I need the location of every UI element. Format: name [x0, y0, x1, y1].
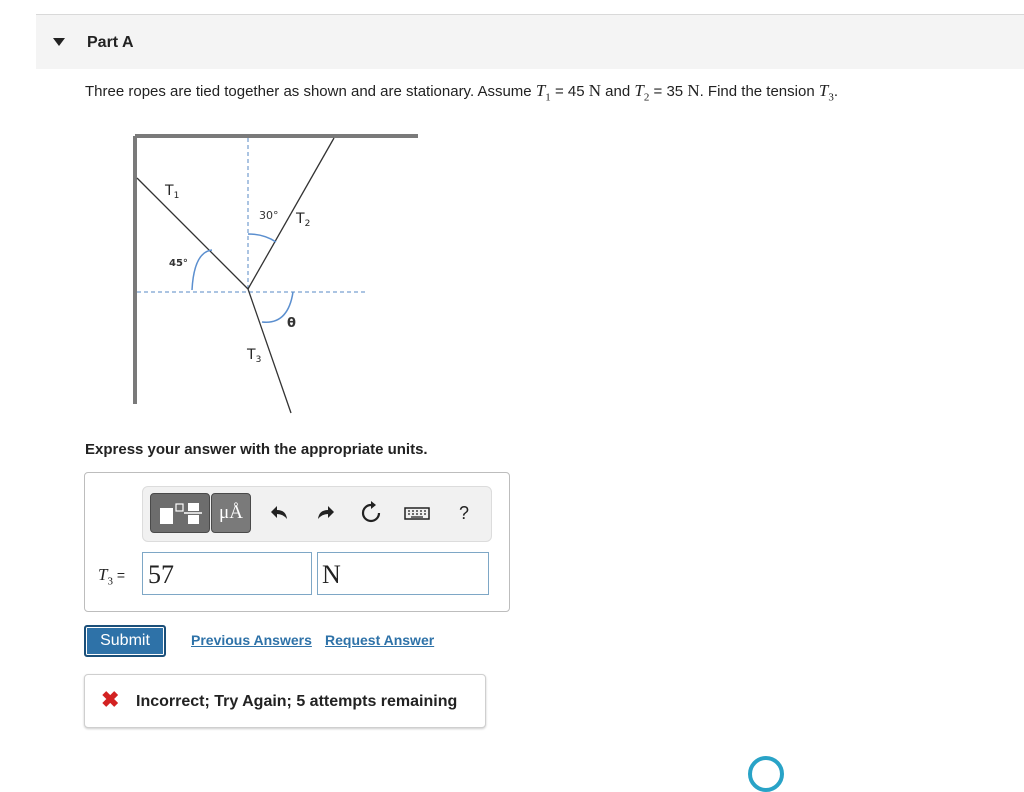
t1-equals: = 45 [550, 83, 589, 100]
feedback-box [84, 674, 486, 728]
part-header[interactable] [36, 15, 1024, 69]
label-theta: θ [287, 316, 296, 331]
templates-icon [151, 494, 209, 532]
math-toolbar [142, 486, 492, 542]
answer-label: $T_3$ = [98, 565, 126, 588]
answer-unit-input[interactable]: N [317, 552, 489, 595]
label-t3: $T_3$ [247, 347, 262, 365]
keyboard-icon[interactable] [403, 501, 431, 525]
question-text [85, 81, 838, 103]
question-find: . Find the tension [699, 83, 819, 100]
answer-value-input[interactable]: 57 [142, 552, 312, 595]
help-badge-icon[interactable] [748, 756, 784, 792]
instruction-text: Express your answer with the appropriate units. [85, 441, 428, 458]
angle-45-arc [192, 250, 212, 290]
t3-symbol: $T_3$ [818, 81, 834, 104]
t2-equals: = 35 [649, 83, 688, 100]
t2-unit: N [687, 81, 700, 100]
feedback-text: Incorrect; Try Again; 5 attempts remaining [136, 693, 458, 710]
x-icon: ✖ [101, 687, 120, 712]
question-intro: Three ropes are tied together as shown and are stationary. Assume [85, 83, 536, 100]
label-t2: $T_2$ [296, 211, 311, 229]
label-45: 45° [169, 258, 188, 269]
answer-panel [84, 472, 510, 612]
question-and: and [601, 83, 635, 100]
templates-button[interactable] [150, 493, 210, 533]
previous-answers-link[interactable]: Previous Answers [191, 632, 312, 648]
t2-symbol: $T_2$ [634, 81, 650, 104]
rope-diagram [128, 130, 428, 422]
reset-icon[interactable] [359, 501, 383, 525]
label-30: 30° [259, 209, 279, 222]
question-end: . [833, 83, 838, 100]
collapse-arrow-icon[interactable] [53, 38, 65, 46]
part-title: Part A [87, 34, 134, 51]
undo-icon[interactable] [268, 501, 292, 525]
units-button[interactable]: μÅ [211, 493, 251, 533]
angle-30-arc [248, 234, 276, 242]
help-button[interactable]: ? [458, 503, 469, 523]
t1-unit: N [588, 81, 602, 100]
request-answer-link[interactable]: Request Answer [325, 632, 435, 648]
rope-t1 [137, 178, 248, 289]
redo-icon[interactable] [313, 501, 337, 525]
label-t1: $T_1$ [165, 183, 180, 201]
submit-button[interactable]: Submit [84, 625, 166, 657]
t1-symbol: $T_1$ [535, 81, 551, 104]
